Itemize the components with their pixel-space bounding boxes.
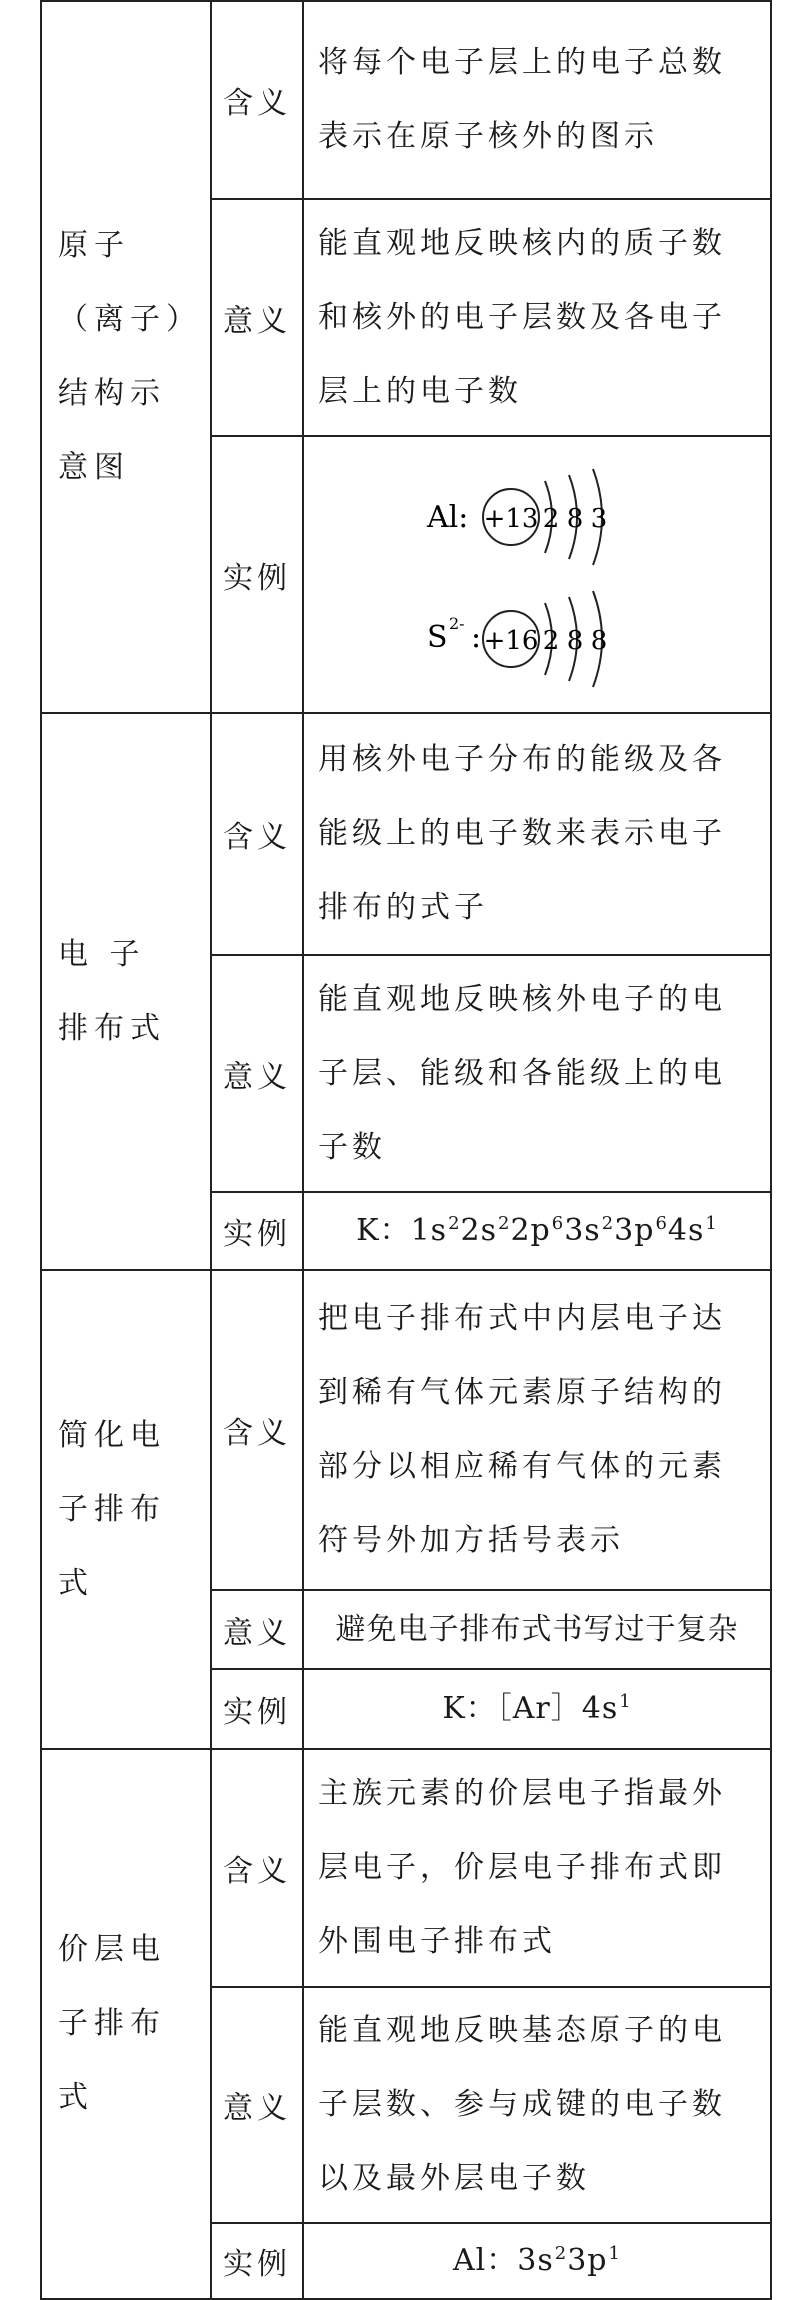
category-cell: 价层电子排布式 (41, 1749, 211, 2299)
formula-term: $4s^1$ (581, 1691, 632, 1726)
summary-table (40, 0, 772, 2300)
formula-term: $4s^1$ (667, 1213, 718, 1248)
content-cell: 能直观地反映核内的质子数和核外的电子层数及各电子层上的电子数 (303, 199, 771, 436)
electron-count: 8 (590, 625, 608, 656)
electron-count: 3 (590, 503, 608, 534)
content-cell: 避免电子排布式书写过于复杂 (303, 1590, 771, 1669)
label-cell: 意义 (211, 1590, 303, 1669)
category-cell: 原子（离子）结构示意图 (41, 1, 211, 713)
label-cell: 含义 (211, 713, 303, 955)
formula-term: $2p^6$ (510, 1213, 565, 1248)
electron-count: 8 (566, 625, 584, 656)
label-cell: 意义 (211, 1987, 303, 2223)
content-cell: 用核外电子分布的能级及各能级上的电子数来表示电子排布的式子 (303, 713, 771, 955)
symbol-text: S (427, 619, 448, 655)
formula-prefix: K： (356, 1213, 411, 1248)
content-cell: 主族元素的价层电子指最外层电子，价层电子排布式即外围电子排布式 (303, 1749, 771, 1987)
label-cell: 实例 (211, 1192, 303, 1270)
table-row (41, 1270, 771, 1590)
formula-cell (303, 1669, 771, 1749)
nucleus-charge: +16 (483, 625, 539, 656)
atomic-structure-diagrams (303, 436, 771, 713)
category-cell: 简化电子排布式 (41, 1270, 211, 1749)
label-cell: 意义 (211, 955, 303, 1192)
s-diagram (427, 591, 607, 687)
content-cell: 将每个电子层上的电子总数表示在原子核外的图示 (303, 1, 771, 199)
charge-superscript: 2- (449, 613, 465, 633)
content-cell: 能直观地反映基态原子的电子层数、参与成键的电子数以及最外层电子数 (303, 1987, 771, 2223)
formula-term: $3s^2$ (564, 1213, 615, 1248)
category-cell: 电 子 排布式 (41, 713, 211, 1270)
formula-term: $2s^2$ (460, 1213, 511, 1248)
formula-term: $3p^6$ (614, 1213, 668, 1248)
symbol-text: Al: (427, 499, 469, 535)
label-cell: 实例 (211, 436, 303, 713)
atomic-structure-svg (387, 445, 687, 705)
label-cell: 含义 (211, 1749, 303, 1987)
al-diagram (426, 469, 607, 565)
label-cell: 实例 (211, 2223, 303, 2299)
content-cell: 把电子排布式中内层电子达到稀有气体元素原子结构的部分以相应稀有气体的元素符号外加方括号表示 (303, 1270, 771, 1590)
formula-term: $1s^2$ (410, 1213, 461, 1248)
label-cell: 实例 (211, 1669, 303, 1749)
table-row (41, 1, 771, 199)
label-cell: 意义 (211, 199, 303, 436)
nucleus-charge: +13 (483, 503, 539, 534)
formula-term: $3p^1$ (567, 2243, 621, 2278)
table-row (41, 1749, 771, 1987)
electron-count: 8 (566, 503, 584, 534)
electron-count: 2 (542, 625, 560, 656)
formula-cell (303, 1192, 771, 1270)
formula-prefix: K：［Ar］ (442, 1691, 582, 1726)
label-cell: 含义 (211, 1270, 303, 1590)
table-row (41, 713, 771, 955)
colon-text: : (471, 619, 482, 655)
formula-prefix: Al： (453, 2243, 518, 2278)
content-cell: 能直观地反映核外电子的电子层、能级和各能级上的电子数 (303, 955, 771, 1192)
label-cell: 含义 (211, 1, 303, 199)
electron-count: 2 (542, 503, 560, 534)
formula-term: $3s^2$ (517, 2243, 568, 2278)
formula-cell (303, 2223, 771, 2299)
